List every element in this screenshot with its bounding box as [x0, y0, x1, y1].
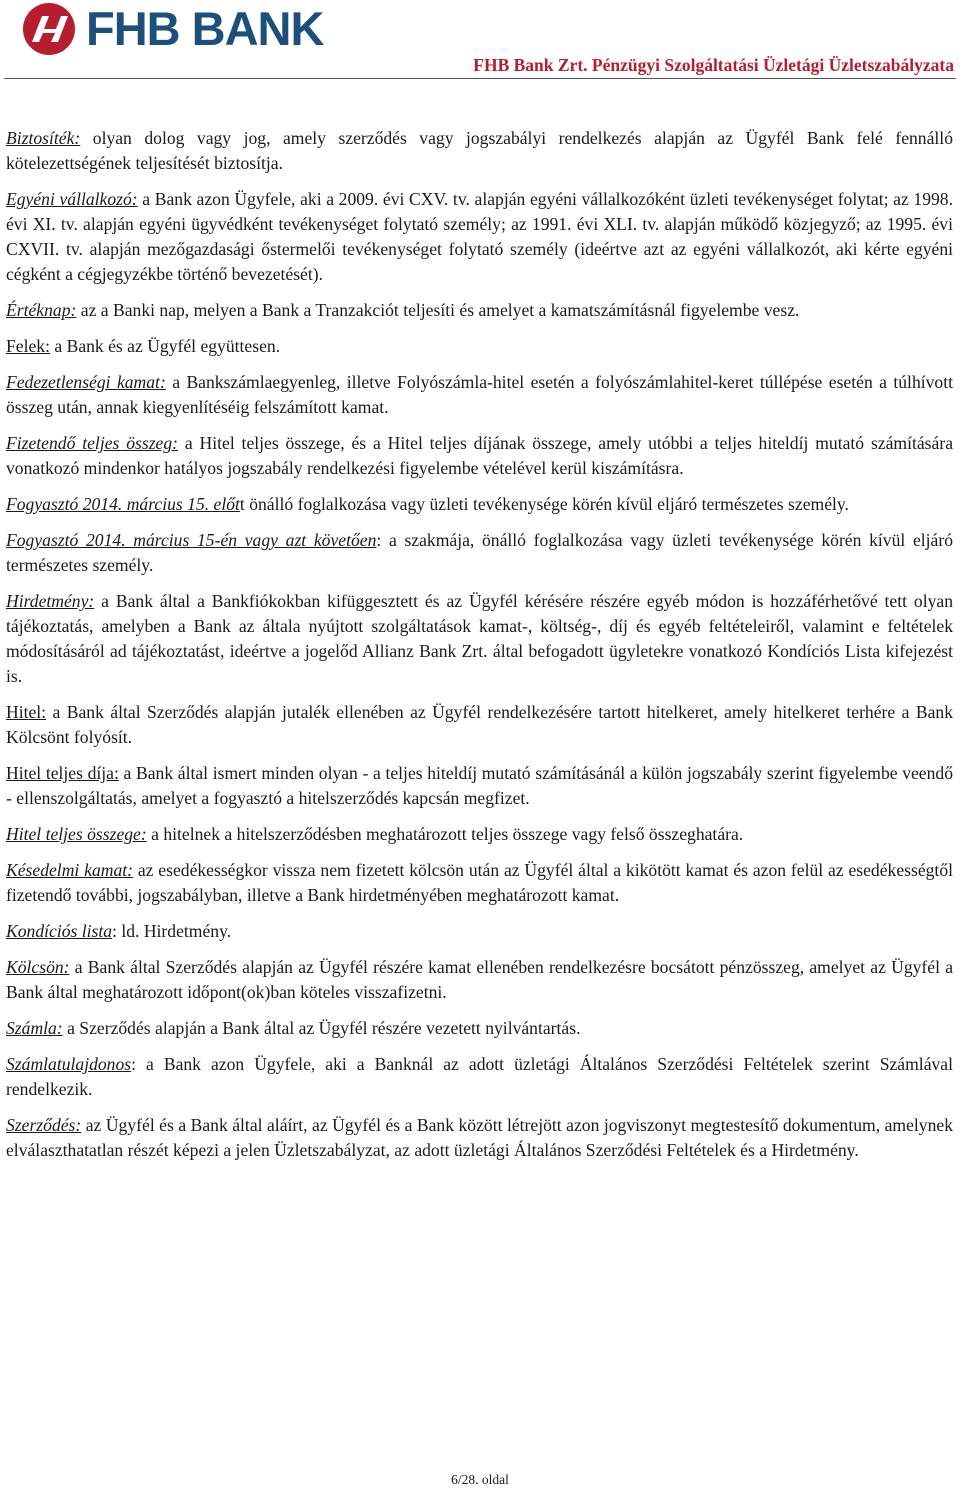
definition-term: Hirdetmény:	[6, 591, 95, 611]
definition-text: a Hitel teljes összege, és a Hitel teljes díjának összege, amely utóbbi a teljes hiteldíj mutató számítására vonatkozó mindenkor hatályos jogszabály rendelkezési figyelembe vételével kerül kiszámításra.	[6, 433, 954, 478]
definition-text: az Ügyfél és a Bank által aláírt, az Ügyfél és a Bank között létrejött azon jogviszonyt megtestesítő dokumentum, amelynek elválaszthatatlan részét képezi a jelen Üzletszabályzat, az adott üzletági Általános Szerződési Feltételek és a Hirdetmény.	[6, 1115, 953, 1160]
definition-entry	[6, 822, 953, 847]
definition-text: az esedékességkor vissza nem fizetett kölcsön után az Ügyfél által a kikötött kamat és azon felül az esedékességtől fizetendő további, jogszabályban, illetve a Bank hirdetményében meghatározott kamat.	[6, 860, 954, 905]
page-header	[0, 0, 960, 80]
brand-name: FHB BANK	[86, 2, 324, 55]
fhb-logo-icon	[22, 2, 78, 56]
definition-entry	[6, 955, 953, 1005]
definition-text: t önálló foglalkozása vagy üzleti tevékenysége körén kívül eljáró természetes személy.	[239, 494, 849, 514]
definition-text: az a Banki nap, melyen a Bank a Tranzakciót teljesíti és amelyet a kamatszámításnál figyelembe vesz.	[76, 300, 800, 320]
definition-text: : ld. Hirdetmény.	[112, 921, 232, 941]
definition-entry	[6, 761, 953, 811]
page-number: 6/28. oldal	[451, 1472, 509, 1487]
definition-text: a Szerződés alapján a Bank által az Ügyfél részére vezetett nyilvántartás.	[62, 1018, 581, 1038]
definition-term: Fizetendő teljes összeg:	[6, 433, 179, 453]
definition-text: a Bank által Szerződés alapján az Ügyfél részére kamat ellenében rendelkezésre bocsátott pénzösszeg, amelyet az Ügyfél a Bank által meghatározott időpont(ok)ban köteles visszafizetni.	[6, 957, 953, 1002]
definition-term: Hitel:	[6, 702, 47, 722]
definition-text: : a Bank azon Ügyfele, aki a Banknál az adott üzletági Általános Szerződési Feltételek szerint Számlával rendelkezik.	[6, 1054, 953, 1099]
definition-entry	[6, 1113, 953, 1163]
header-divider	[4, 78, 956, 79]
definition-term: Kondíciós lista	[6, 921, 113, 941]
definition-term: Hitel teljes díja:	[6, 763, 119, 783]
definition-entry	[6, 1052, 953, 1102]
definition-text: a Bank által Szerződés alapján jutalék ellenében az Ügyfél rendelkezésére tartott hitelkeret, amely hitelkeret terhére a Bank Kölcsönt folyósít.	[6, 702, 953, 747]
bank-logo	[22, 2, 323, 56]
definition-term: Fogyasztó 2014. március 15-én vagy azt követően	[6, 530, 377, 550]
definition-text: : a szakmája, önálló foglalkozása vagy üzleti tevékenysége körén kívül eljáró természetes személy.	[6, 530, 954, 575]
definition-entry	[6, 187, 953, 287]
definition-entry	[6, 528, 953, 578]
definition-text: a Bank és az Ügyfél együttesen.	[49, 336, 281, 356]
definition-term: Értéknap:	[6, 300, 77, 320]
definition-term: Fedezetlenségi kamat:	[6, 372, 166, 392]
definitions-list	[6, 126, 953, 1174]
definition-entry	[6, 919, 953, 944]
document-title: FHB Bank Zrt. Pénzügyi Szolgáltatási Üzletági Üzletszabályzata	[473, 55, 954, 75]
definition-text: olyan dolog vagy jog, amely szerződés vagy jogszabályi rendelkezés alapján az Ügyfél Bank felé fennálló kötelezettségének teljesítését biztosítja.	[6, 128, 953, 173]
definition-text: a hitelnek a hitelszerződésben meghatározott teljes összege vagy felső összeghatára.	[146, 824, 744, 844]
definition-term: Kölcsön:	[6, 957, 70, 977]
definition-entry	[6, 492, 953, 517]
definition-term: Szerződés:	[6, 1115, 82, 1135]
definition-text: a Bank által ismert minden olyan - a teljes hiteldíj mutató számításánál a külön jogszabály szerint figyelembe veendő - ellenszolgáltatás, amelyet a fogyasztó a hitelszerződés kapcsán megfizet.	[6, 763, 954, 808]
definition-term: Késedelmi kamat:	[6, 860, 133, 880]
definition-term: Számla:	[6, 1018, 63, 1038]
definition-entry	[6, 589, 953, 689]
definition-text: a Bank azon Ügyfele, aki a 2009. évi CXV. tv. alapján egyéni vállalkozóként üzleti tevékenységet folytat; az 1998. évi XI. tv. alapján egyéni ügyvédként tevékenységet folytató személy; az 1991. évi XLI. tv. alapján működő közjegyző; az 1995. évi CXVII. tv. alapján mezőgazdasági őstermelői tevékenységet folytató személy (ideértve azt az egyéni vállalkozót, aki kérte egyéni cégként a cégjegyzékbe történő bevezetését).	[6, 189, 953, 284]
definition-entry	[6, 1016, 953, 1041]
definition-entry	[6, 334, 953, 359]
definition-entry	[6, 858, 953, 908]
definition-term: Biztosíték:	[6, 128, 81, 148]
definition-entry	[6, 370, 953, 420]
definition-entry	[6, 298, 953, 323]
definition-entry	[6, 126, 953, 176]
definition-term: Egyéni vállalkozó:	[6, 189, 138, 209]
definition-term: Számlatulajdonos	[6, 1054, 132, 1074]
definition-entry	[6, 431, 953, 481]
definition-term: Felek:	[6, 336, 50, 356]
definition-term: Fogyasztó 2014. március 15. előt	[6, 494, 240, 514]
definition-text: a Bankszámlaegyenleg, illetve Folyószámla-hitel esetén a folyószámlahitel-keret túllépése esetén a túlhívott összeg után, annak kiegyenlítéséig felszámított kamat.	[6, 372, 953, 417]
definition-text: a Bank által a Bankfiókokban kifüggesztett és az Ügyfél kérésére részére egyéb módon is hozzáférhetővé tett olyan tájékoztatás, amelyben a Bank az általa nyújtott szolgáltatások kamat-, költség-, díj és egyéb feltételeiről, valamint e feltételek módosításáról ad tájékoztatást, ideértve a jogelőd Allianz Bank Zrt. által befogadott ügyletekre vonatkozó Kondíciós Lista kifejezést is.	[6, 591, 953, 686]
definition-term: Hitel teljes összege:	[6, 824, 147, 844]
definition-entry	[6, 700, 953, 750]
